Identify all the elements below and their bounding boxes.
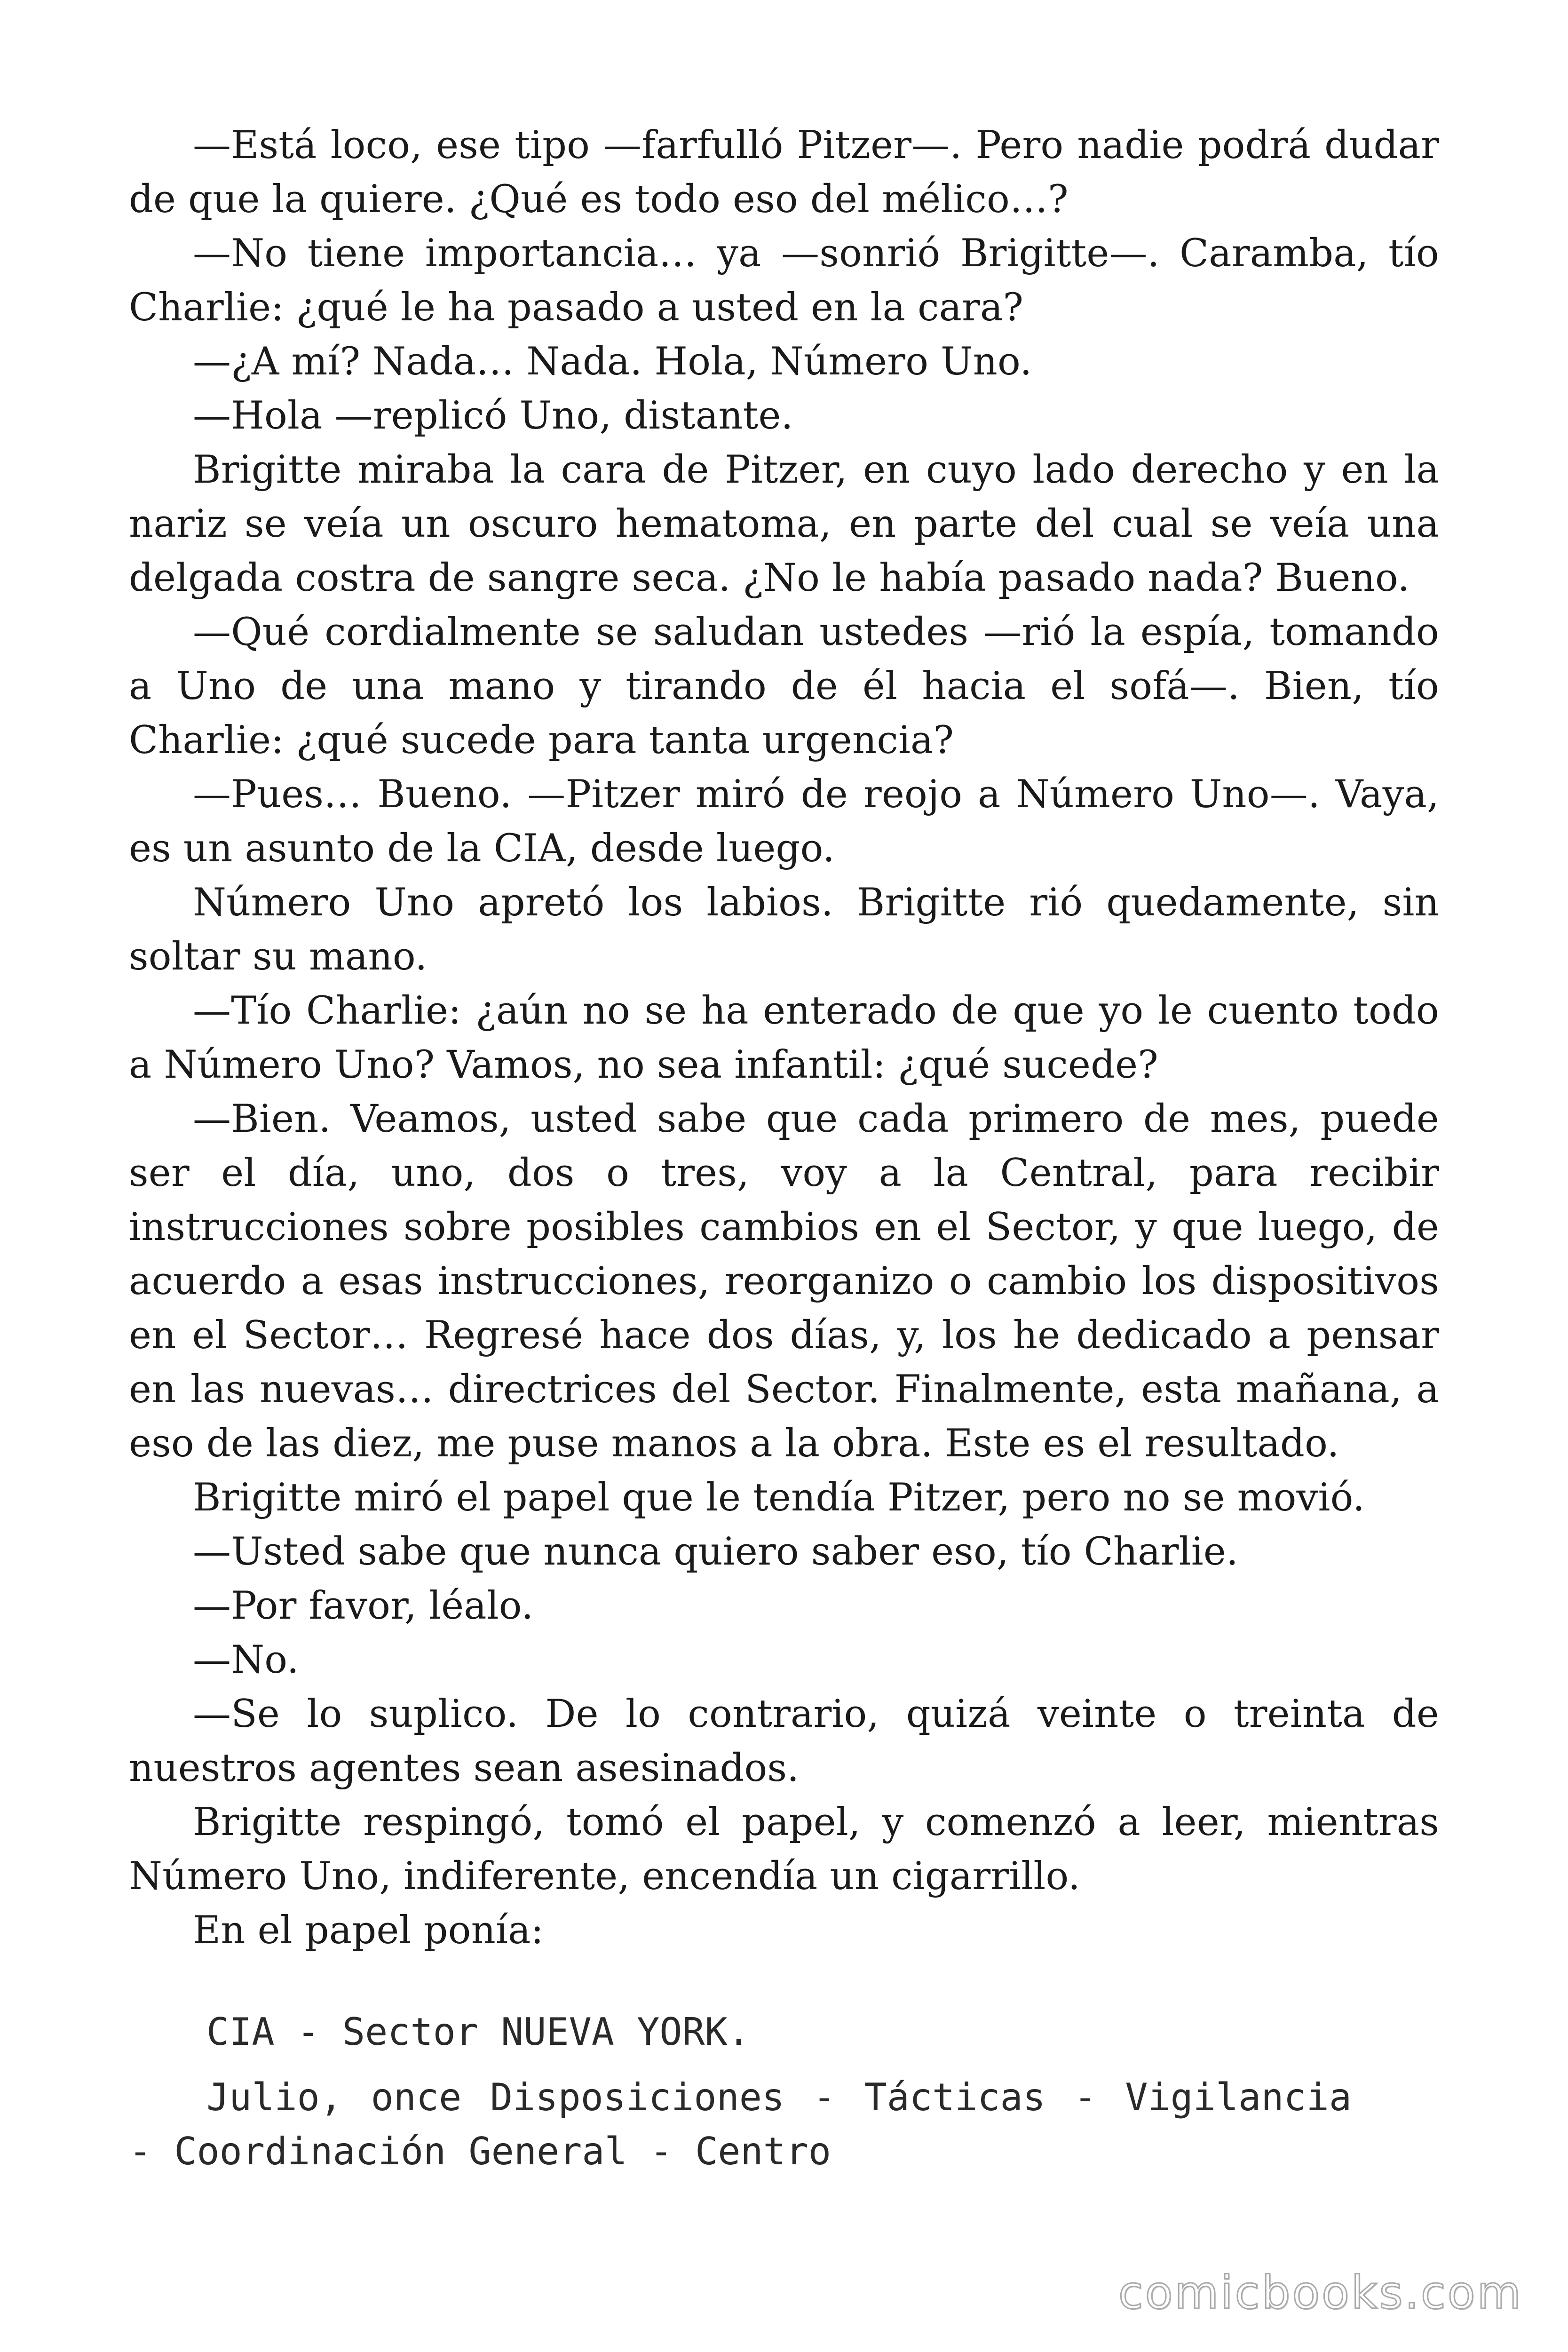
paragraph: Número Uno apretó los labios. Brigitte rió quedamente, sin soltar su mano. xyxy=(129,881,1439,979)
document-header: CIA - Sector NUEVA YORK. xyxy=(206,2010,750,2054)
paragraph: —No tiene importancia… ya —sonrió Brigitte—. Caramba, tío Charlie: ¿qué le ha pasado a usted en la cara? xyxy=(129,231,1439,330)
paragraph: —Por favor, léalo. xyxy=(193,1584,534,1628)
paragraph: En el papel ponía: xyxy=(193,1908,544,1953)
story-text xyxy=(129,119,1439,1958)
paragraph: —Pues… Bueno. —Pitzer miró de reojo a Número Uno—. Vaya, es un asunto de la CIA, desde luego. xyxy=(129,772,1439,871)
paragraph: Brigitte respingó, tomó el papel, y comenzó a leer, mientras Número Uno, indiferente, encendía un cigarrillo. xyxy=(129,1800,1439,1899)
paragraph: —Qué cordialmente se saludan ustedes —rió la espía, tomando a Uno de una mano y tirando de él hacia el sofá—. Bien, tío Charlie: ¿qué sucede para tanta urgencia? xyxy=(129,610,1439,763)
document-body: Julio, once Disposiciones - Tácticas - Vigilancia - Coordinación General - Centro xyxy=(129,2075,1352,2173)
paragraph: —Bien. Veamos, usted sabe que cada primero de mes, puede ser el día, uno, dos o tres, voy a la Central, para recibir instrucciones sobre posibles cambios en el Sector, y que luego, de acuerdo a esas instrucciones, reorganizo o cambio los dispositivos en el Sector… Regresé hace dos días, y, los he dedicado a pensar en las nuevas… directrices del Sector. Finalmente, esta mañana, a eso de las diez, me puse manos a la obra. Este es el resultado. xyxy=(129,1097,1439,1466)
paragraph: Brigitte miró el papel que le tendía Pitzer, pero no se movió. xyxy=(193,1476,1365,1520)
paragraph: —¿A mí? Nada… Nada. Hola, Número Uno. xyxy=(193,340,1032,384)
typed-document xyxy=(129,2005,1352,2178)
watermark: comicbooks.com xyxy=(1118,2266,1523,2319)
paragraph: —Se lo suplico. De lo contrario, quizá veinte o treinta de nuestros agentes sean asesinados. xyxy=(129,1692,1439,1790)
paragraph: —Está loco, ese tipo —farfulló Pitzer—. Pero nadie podrá dudar de que la quiere. ¿Qué es todo eso del mélico…? xyxy=(129,123,1439,222)
paragraph: Brigitte miraba la cara de Pitzer, en cuyo lado derecho y en la nariz se veía un oscuro hematoma, en parte del cual se veía una delgada costra de sangre seca. ¿No le había pasado nada? Bueno. xyxy=(129,448,1439,600)
paragraph: —No. xyxy=(193,1638,299,1682)
paragraph: —Usted sabe que nunca quiero saber eso, tío Charlie. xyxy=(193,1530,1238,1574)
paragraph: —Tío Charlie: ¿aún no se ha enterado de que yo le cuento todo a Número Uno? Vamos, no sea infantil: ¿qué sucede? xyxy=(129,989,1439,1087)
paragraph: —Hola —replicó Uno, distante. xyxy=(193,394,793,438)
